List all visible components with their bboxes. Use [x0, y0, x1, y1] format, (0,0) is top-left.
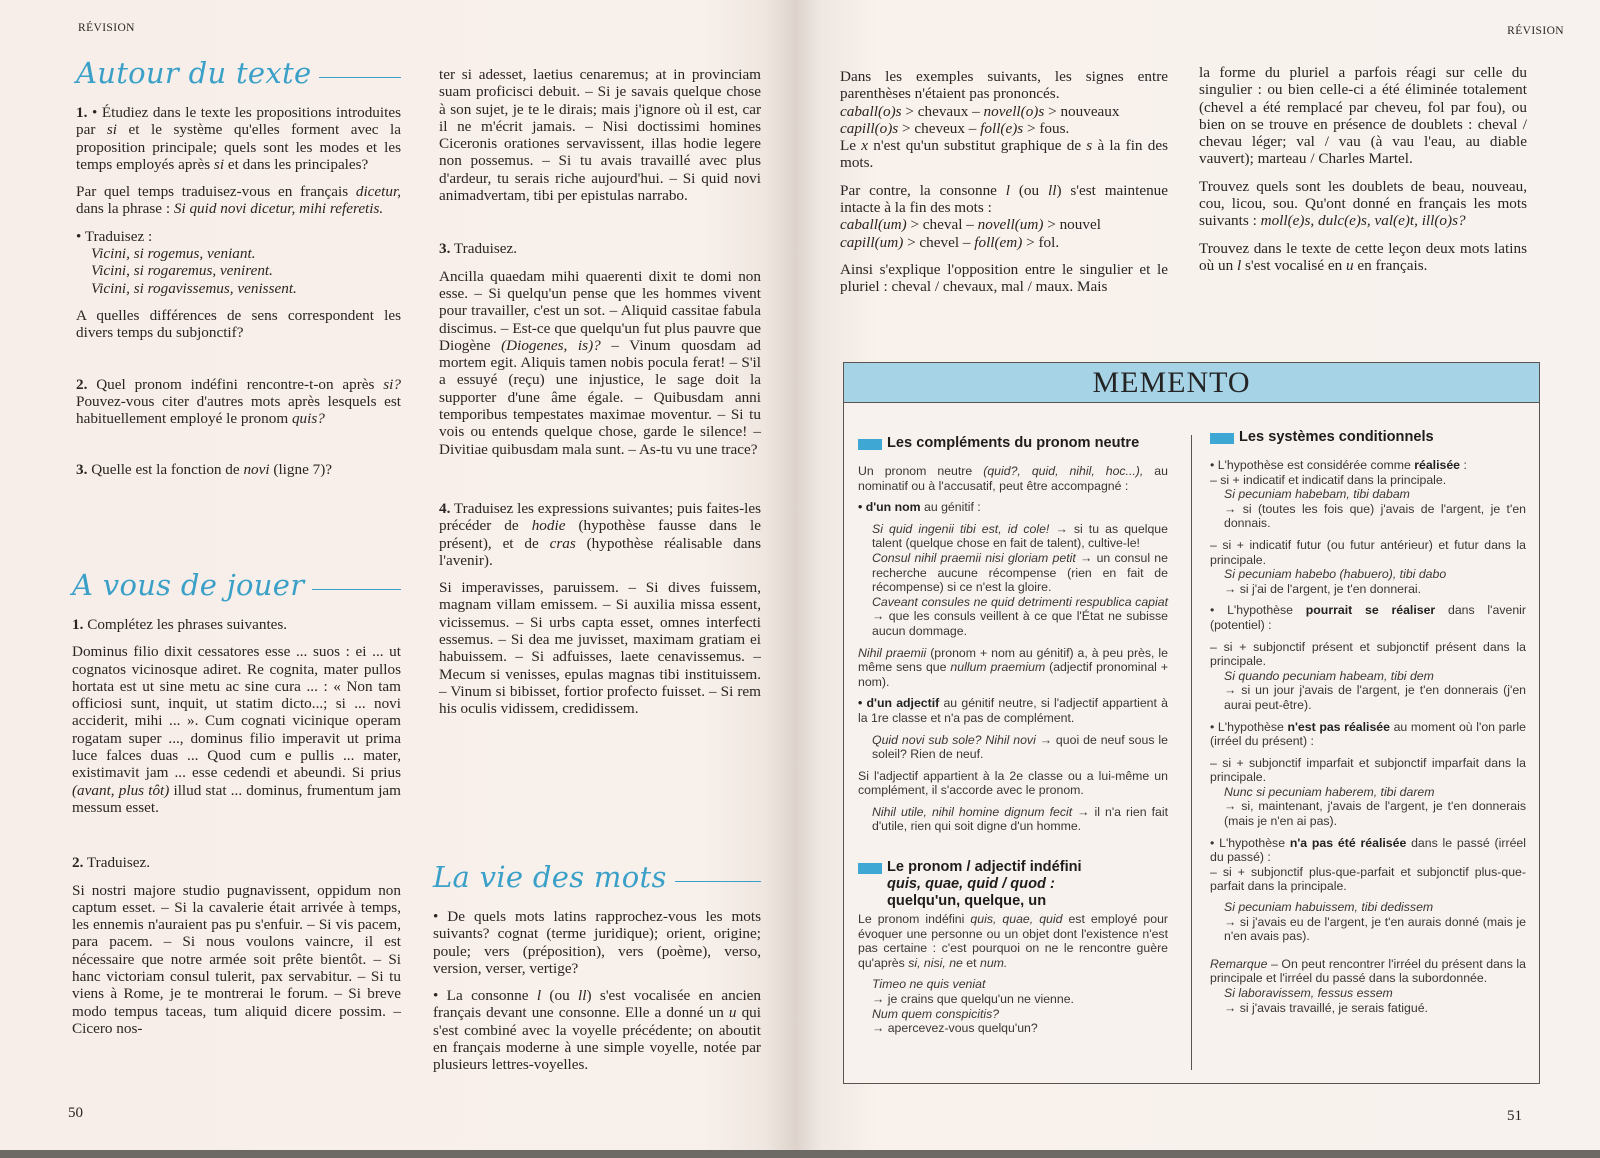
memento-title: MEMENTO [844, 363, 1539, 403]
exercise-2-text: Si nostri majore studio pugnavissent, oppidum non captum esset. – Si la cavalerie était arrivée à temps, les ennemis n'auraient pas pu s'enfuir. – Si vis pacem, para pacem. – Si nous voulons vaincre, il est nécessaire que notre armée soit prête bientôt. – Si hanc victoriam consul tulerit, pax servabitur. – Si tu viens à Rome, je te montrerai le forum. – Si breve modo tempus taceas, tum aliquid dicere possim. – Cicero nos- [72, 881, 401, 1037]
vie-paragraph-2: • La consonne l (ou ll) s'est vocalisée en ancien français devant une consonne. Elle a donné un u qui s'est combiné avec la voyelle précédente; on aboutit en français moderne à une simple voyelle, notée par plusieurs lettres-voyelles. [433, 987, 761, 1074]
lexicon-paragraph-5: la forme du pluriel a parfois réagi sur celle du singulier : ou bien celle-ci a été éliminée totalement (chevel a été remplacé par cheveu, fol par fou), ou bien on se trouve en présence de doublets : cheval / chevau léger; val / vau (à vau l'eau, au diable vauvert); marteau / Charles Martel. [1199, 64, 1527, 168]
memento-irreel-present: • L'hypothèse n'est pas réalisée au moment où l'on parle (irréel du présent) : [1210, 719, 1526, 749]
memento-left-column [858, 435, 1168, 1036]
lexicon-example-3: caball(um) > cheval – novell(um) > nouvel [840, 216, 1101, 234]
memento-intro: Un pronom neutre (quid?, quid, nihil, hoc...), au nominatif ou à l'accusatif, peut être accompagné : [858, 464, 1168, 493]
left-column-1 [76, 56, 401, 489]
left-column-2 [439, 66, 761, 728]
lexicon-paragraph-1: Dans les exemples suivants, les signes entre parenthèses n'étaient pas prononcés. [840, 68, 1168, 103]
exercise-2-continued: ter si adesset, laetius cenaremus; at in provinciam suam proficisci debuit. – Si je savais quelque chose à son sujet, je te le dirais; mais j'ignore où il est, car il ne m'écrit jamais. – Nisi doctissimi homines Ciceronis orationes servavissent, illas hodie legere non possemus. – Si tu avais travaillé avec plus d'ardeur, tu serais riche aujourd'hui. – Si quid novi animadvertam, tibi per epistulas narrabo. [439, 66, 761, 205]
memento-heading-conditionnels: Les systèmes conditionnels [1210, 429, 1526, 446]
exercise-1: 1. Complétez les phrases suivantes. [72, 616, 288, 633]
memento-bullet-nom: • d'un nom au génitif : [858, 500, 981, 515]
memento-potentiel-rule: – si + subjonctif présent et subjonctif présent dans la principale. Si quando pecuniam habeam, tibi dem → si un jour j'avais de l'argent, je t'en donnerais (j'en aurai peut-être). [1210, 639, 1526, 712]
memento-heading-pronom-neutre: Les compléments du pronom neutre [858, 435, 1168, 452]
exercise-3-text: Ancilla quaedam mihi quaerenti dixit te domi non esse. – Si quelqu'un pense que les hommes vivent pour travailler, c'est un sot. – Aliquid cassitae fabula discimus. – Est-ce que quelqu'un fut plus pauvre que Diogène (Diogenes, is)? – Vinum quosdam ad mortem egit. Aliquis tamen nobis pocula ferat! – S'il a essuyé (reçu) une injustice, le sage doit la supporter d'une âme égale. – Quibusdam anni temporibus tempestates maximae moventur. – Si tu vois ou entends quelque chose, garde le silence! – Divitiae quibusdam mala sunt. – As-tu vu une trace? [439, 267, 761, 458]
memento-potentiel: • L'hypothèse pourrait se réaliser dans l'avenir (potentiel) : [1210, 603, 1526, 632]
right-column-2 [1199, 64, 1527, 284]
exercise-4-text: Si imperavisses, paruissem. – Si dives fuissem, magnam villam emissem. – Si auxilia missa essent, vicissemus. – Si urbs capta esset, omnes interfecti essemus. – Si dea me juvisset, maximam gratiam ei habuissem. – Si adfuisses, laete cenavissemus. – Mecum si venisses, epulas magnas tibi instituissem. – Vinum si bibisset, fortior profecto fuisset. – Si rem his oculis vidissem, credidissem. [439, 579, 761, 718]
memento-example-quid-novi: Quid novi sub sole? Nihil novi → quoi de neuf sous le soleil? Rien de neuf. [872, 732, 1168, 762]
question-3: 3. Quelle est la fonction de novi (ligne 7)? [76, 461, 333, 479]
left-column-1-jouer [72, 568, 401, 1047]
section-title-autour: Autour du texte [76, 56, 401, 90]
lexicon-paragraph-2: Le x n'est qu'un substitut graphique de s à la fin des mots. [840, 137, 1168, 172]
memento-bullet-adjectif: • d'un adjectif au génitif neutre, si l'adjectif appartient à la 1re classe et n'a pas de complément. [858, 696, 1168, 725]
right-column-1 [840, 68, 1168, 306]
question-1: 1. • Étudiez dans le texte les propositions introduites par si et le système qu'elles forment avec la proposition principale; quels sont les modes et les temps employés après si et dans les principales? [76, 104, 401, 173]
memento-remarque: Remarque – On peut rencontrer l'irréel du présent dans la principale et l'irréel du passé dans la subordonnée. Si laboravissem, fessus essem → si j'avais travaillé, je serais fatigué. [1210, 956, 1526, 1015]
memento-right-column [1210, 429, 1526, 1015]
section-title-vie: La vie des mots [433, 860, 761, 894]
vie-paragraph-1: • De quels mots latins rapprochez-vous les mots suivants? cognat (terme juridique); orient, origine; poule; vers (préposition), vers (poème), verso, version, verser, vertige? [433, 908, 761, 977]
section-title-jouer: A vous de jouer [72, 568, 401, 602]
left-page [0, 0, 797, 1150]
memento-hypothese-realisee: • L'hypothèse est considérée comme réalisée : – si + indicatif et indicatif dans la principale. Si pecuniam habebam, tibi dabam → si (toutes les fois que) j'avais de l'argent, je t'en donnais. [1210, 458, 1526, 531]
question-1d: A quelles différences de sens correspondent les divers temps du subjonctif? [76, 306, 401, 342]
running-head-right: RÉVISION [1507, 25, 1564, 37]
blue-square-icon [858, 439, 882, 450]
blue-square-icon [858, 863, 882, 874]
lexicon-paragraph-6: Trouvez quels sont les doublets de beau, nouveau, cou, licou, sou. Qu'ont donné en français les mots suivants : moll(e)s, dulc(e)s, val(e)t, ill(o)s? [1199, 177, 1527, 230]
lexicon-example-2: capill(o)s > cheveux – foll(e)s > fous. [840, 119, 1070, 137]
memento-note-2e-classe: Si l'adjectif appartient à la 2e classe ou a lui-même un complément, il s'accorde avec le pronom. [858, 768, 1168, 798]
lexicon-paragraph-7: Trouvez dans le texte de cette leçon deux mots latins où un l s'est vocalisé en u en français. [1199, 239, 1527, 274]
exercise-4: 4. Traduisez les expressions suivantes; puis faites-les précéder de hodie (hypothèse fausse dans le présent), et de cras (hypothèse réalisable dans l'avenir). [439, 499, 761, 569]
memento-example-nihil-utile: Nihil utile, nihil homine dignum fecit → il n'a rien fait d'utile, rien qui soit digne d'un homme. [872, 804, 1168, 834]
exercise-3: 3. Traduisez. [439, 240, 518, 258]
memento-heading-quis: Le pronom / adjectif indéfini quis, quae, quid / quod : quelqu'un, quelque, un [858, 859, 1168, 910]
lexicon-example-4: capill(um) > chevel – foll(em) > fol. [840, 233, 1060, 251]
memento-column-divider [1191, 435, 1192, 1070]
page-number-right: 51 [1507, 1108, 1522, 1124]
page-number-left: 50 [68, 1105, 83, 1121]
exercise-1-text: Dominus filio dixit cessatores esse ... suos : ei ... ut cognatos vicinosque adiret. Re cognita, mater pullos hortata est ut sine metu ac sine cura ... : « Non tam officiosi sunt, inquit, ut statim dicto...; si ... novi acciderit, mihi ... ». Cum cognati vicinique operam rogatam super ..., dominus filio imperavit ut prima luce falces duas ... Quod cum e pullis ... mater, existimavit jam ... esse cedendi et abeundi. Si prius (avant, plus tôt) illud stat ... dominus, frumentum jam messum esset. [72, 643, 401, 816]
memento-note-nihil-praemii: Nihil praemii (pronom + nom au génitif) a, à peu près, le même sens que nullum praemium (adjectif pronominal + nom). [858, 645, 1169, 689]
question-1b: Par quel temps traduisez-vous en français dicetur, dans la phrase : Si quid novi dicetur, mihi referetis. [76, 183, 401, 218]
title-rule [675, 881, 761, 882]
lexicon-paragraph-3: Par contre, la consonne l (ou ll) s'est maintenue intacte à la fin des mots : [840, 181, 1168, 217]
memento-examples-quis: Timeo ne quis veniat → je crains que quelqu'un ne vienne. Num quem conspicitis? → apercevez-vous quelqu'un? [872, 977, 1074, 1036]
memento-box [843, 362, 1540, 1084]
exercise-2: 2. Traduisez. [72, 854, 151, 872]
memento-irreel-present-rule: – si + subjonctif imparfait et subjonctif imparfait dans la principale. Nunc si pecuniam haberem, tibi darem → si, maintenant, j'avais de l'argent, je t'en donnerais (mais je n'en ai pas). [1210, 755, 1526, 829]
memento-examples-nom: Si quid ingenii tibi est, id cole! → si tu as quelque talent (quelque chose en fait de talent), cultive-le! Consul nihil praemii nisi gloriam petit → un consul ne recherche aucune récompense (rien en fait de récompense) si ce n'est la gloire. Caveant consules ne quid detrimenti respublica capiat → que les consuls veillent à ce que l'État ne subisse aucun dommage. [872, 521, 1168, 638]
question-2: 2. Quel pronom indéfini rencontre-t-on après si? Pouvez-vous citer d'autres mots après lesquels est habituellement employé le pronom quis? [76, 375, 401, 428]
left-column-2-vie [433, 860, 761, 1084]
title-rule [312, 589, 401, 590]
memento-irreel-passe: • L'hypothèse n'a pas été réalisée dans le passé (irréel du passé) : – si + subjonctif plus-que-parfait et subjonctif plus-que-parfait dans la principale. Si pecuniam habuissem, tibi dedissem → si j'avais eu de l'argent, je t'en aurais donné (mais je n'en avais pas). [1210, 835, 1526, 944]
blue-square-icon [1210, 433, 1234, 444]
memento-futur: – si + indicatif futur (ou futur antérieur) et futur dans la principale. Si pecuniam habebo (habuero), tibi dabo → si j'ai de l'argent, je t'en donnerai. [1210, 537, 1526, 596]
question-1c: • Traduisez : Vicini, si rogemus, veniant. Vicini, si rogaremus, venirent. Vicini, si rogavissemus, venissent. [76, 227, 297, 297]
running-head-left: RÉVISION [78, 22, 135, 34]
lexicon-example-1: caball(o)s > chevaux – novell(o)s > nouveaux [840, 102, 1120, 120]
lexicon-paragraph-4: Ainsi s'explique l'opposition entre le singulier et le pluriel : cheval / chevaux, mal / maux. Mais [840, 260, 1168, 296]
title-rule [319, 77, 401, 78]
memento-quis-paragraph: Le pronom indéfini quis, quae, quid est employé pour évoquer une personne ou un objet dont l'existence n'est pas certaine : c'est pourquoi on ne le rencontre guère qu'après si, nisi, ne et num. [858, 912, 1169, 970]
